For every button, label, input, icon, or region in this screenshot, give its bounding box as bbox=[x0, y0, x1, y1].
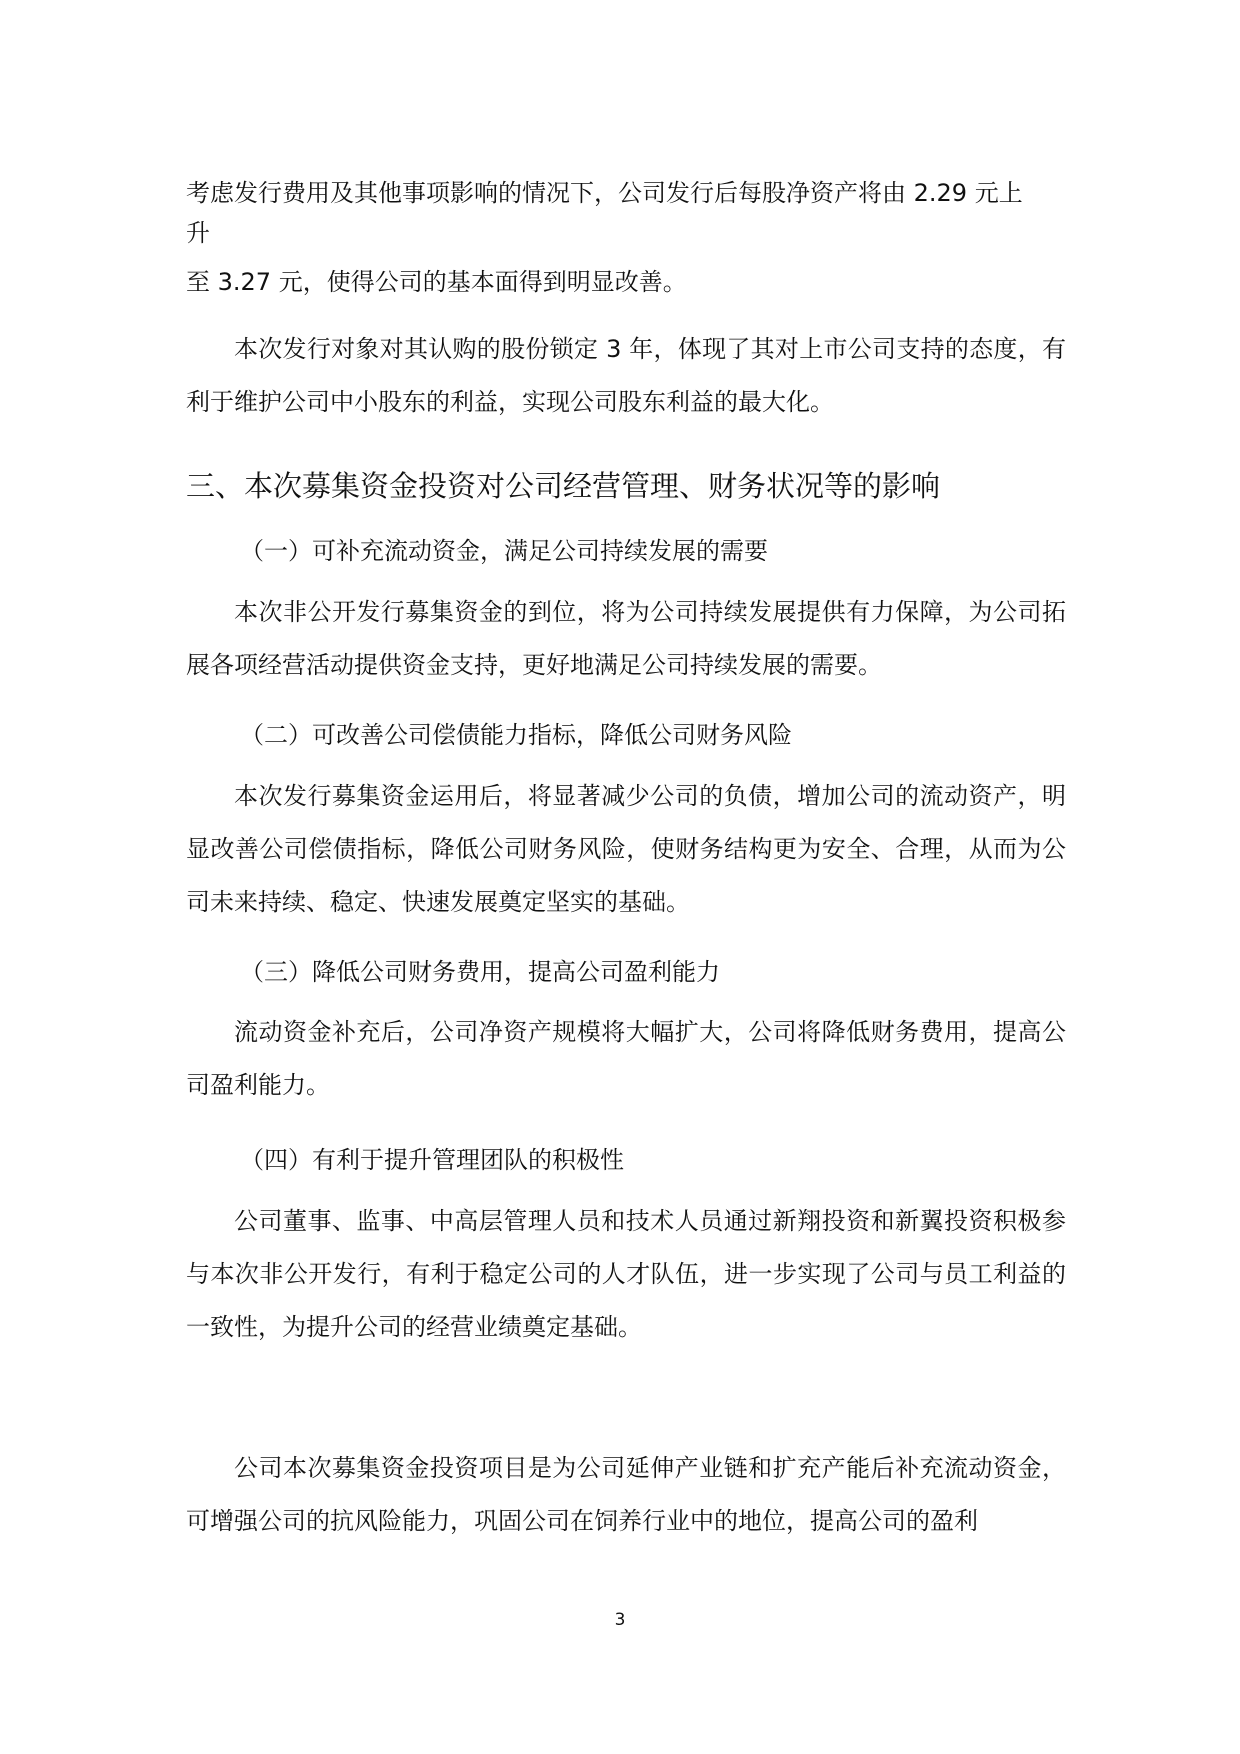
sub-heading-3: （三）降低公司财务费用，提高公司盈利能力 bbox=[240, 958, 720, 986]
sub-body-3: 流动资金补充后，公司净资产规模将大幅扩大，公司将降低财务费用，提高公司盈利能力。 bbox=[186, 1018, 1066, 1099]
sub-body-1: 本次非公开发行募集资金的到位，将为公司持续发展提供有力保障，为公司拓展各项经营活动提供资金支持，更好地满足公司持续发展的需要。 bbox=[186, 598, 1066, 679]
sub-body-4: 公司董事、监事、中高层管理人员和技术人员通过新翔投资和新翼投资积极参与本次非公开发行，有利于稳定公司的人才队伍，进一步实现了公司与员工利益的一致性，为提升公司的经营业绩奠定基础。 bbox=[186, 1207, 1066, 1341]
page-number: 3 bbox=[614, 1610, 626, 1630]
sub-heading-1: （一）可补充流动资金，满足公司持续发展的需要 bbox=[240, 537, 768, 565]
intro-line-2: 升 bbox=[186, 219, 210, 247]
closing-paragraph: 公司本次募集资金投资项目是为公司延伸产业链和扩充产能后补充流动资金，可增强公司的抗风险能力，巩固公司在饲养行业中的地位，提高公司的盈利 bbox=[186, 1454, 1066, 1535]
sub-heading-4: （四）有利于提升管理团队的积极性 bbox=[240, 1146, 624, 1174]
intro-line-3: 至 3.27 元，使得公司的基本面得到明显改善。 bbox=[186, 268, 687, 296]
sub-body-2: 本次发行募集资金运用后，将显著减少公司的负债，增加公司的流动资产，明显改善公司偿债指标，降低公司财务风险，使财务结构更为安全、合理，从而为公司未来持续、稳定、快速发展奠定坚实的基础。 bbox=[186, 782, 1066, 916]
lockup-paragraph: 本次发行对象对其认购的股份锁定 3 年，体现了其对上市公司支持的态度，有利于维护公司中小股东的利益，实现公司股东利益的最大化。 bbox=[186, 335, 1066, 416]
section-title: 三、本次募集资金投资对公司经营管理、财务状况等的影响 bbox=[186, 469, 941, 503]
intro-line-1: 考虑发行费用及其他事项影响的情况下，公司发行后每股净资产将由 2.29 元上 bbox=[186, 179, 1023, 207]
sub-heading-2: （二）可改善公司偿债能力指标，降低公司财务风险 bbox=[240, 721, 792, 749]
